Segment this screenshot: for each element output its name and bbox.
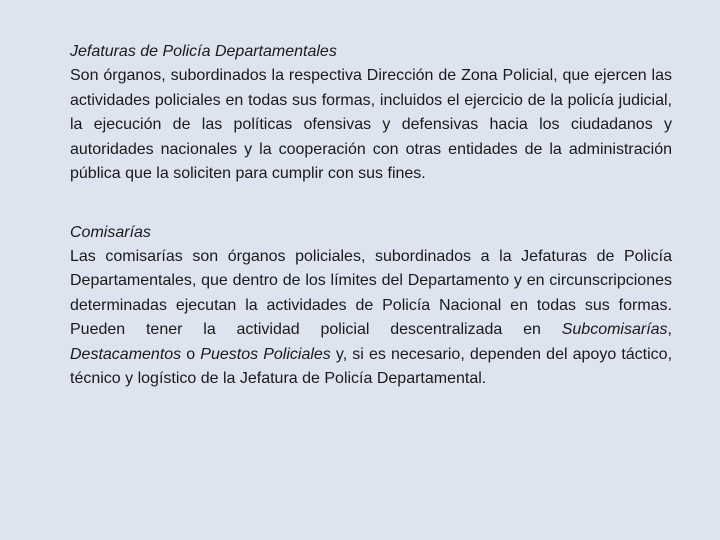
section-heading: Jefaturas de Policía Departamentales [70,43,337,60]
slide-content [70,40,672,510]
separator: , [667,321,672,338]
italic-term-puestos-policiales: Puestos Policiales [200,345,331,363]
section-body [70,245,672,392]
section-body: Son órganos, subordinados la respectiva Dirección de Zona Policial, que ejercen las actividades policiales en todas sus formas, incluidos el ejercicio de la policía judicial, la ejecución de las políticas ofensivas y defensivas hacia los ciudadanos y autoridades nacionales y la cooperación con otras entidades de la administración pública que la soliciten para cumplir con sus fines. [70,67,672,182]
section-comisarias [70,221,672,392]
section-jefaturas [70,40,672,187]
italic-term-subcomisarias: Subcomisarías [561,321,668,338]
body-text: Las comisarías son órganos policiales, subordinados a la Jefaturas de Policía Departamentales, que dentro de los límites del Departamento y en circunscripciones determinadas ejecutan la actividades de Policía Nacional en todas sus formas. Pueden tener la actividad policial descentralizada en [70,247,672,338]
section-heading: Comisarías [70,223,151,241]
body-text: y, si es necesario, dependen del apoyo táctico, técnico y logístico de la Jefatura de Policía Departamental. [70,345,673,387]
separator: o [181,345,201,363]
italic-term-destacamentos: Destacamentos [70,345,182,363]
